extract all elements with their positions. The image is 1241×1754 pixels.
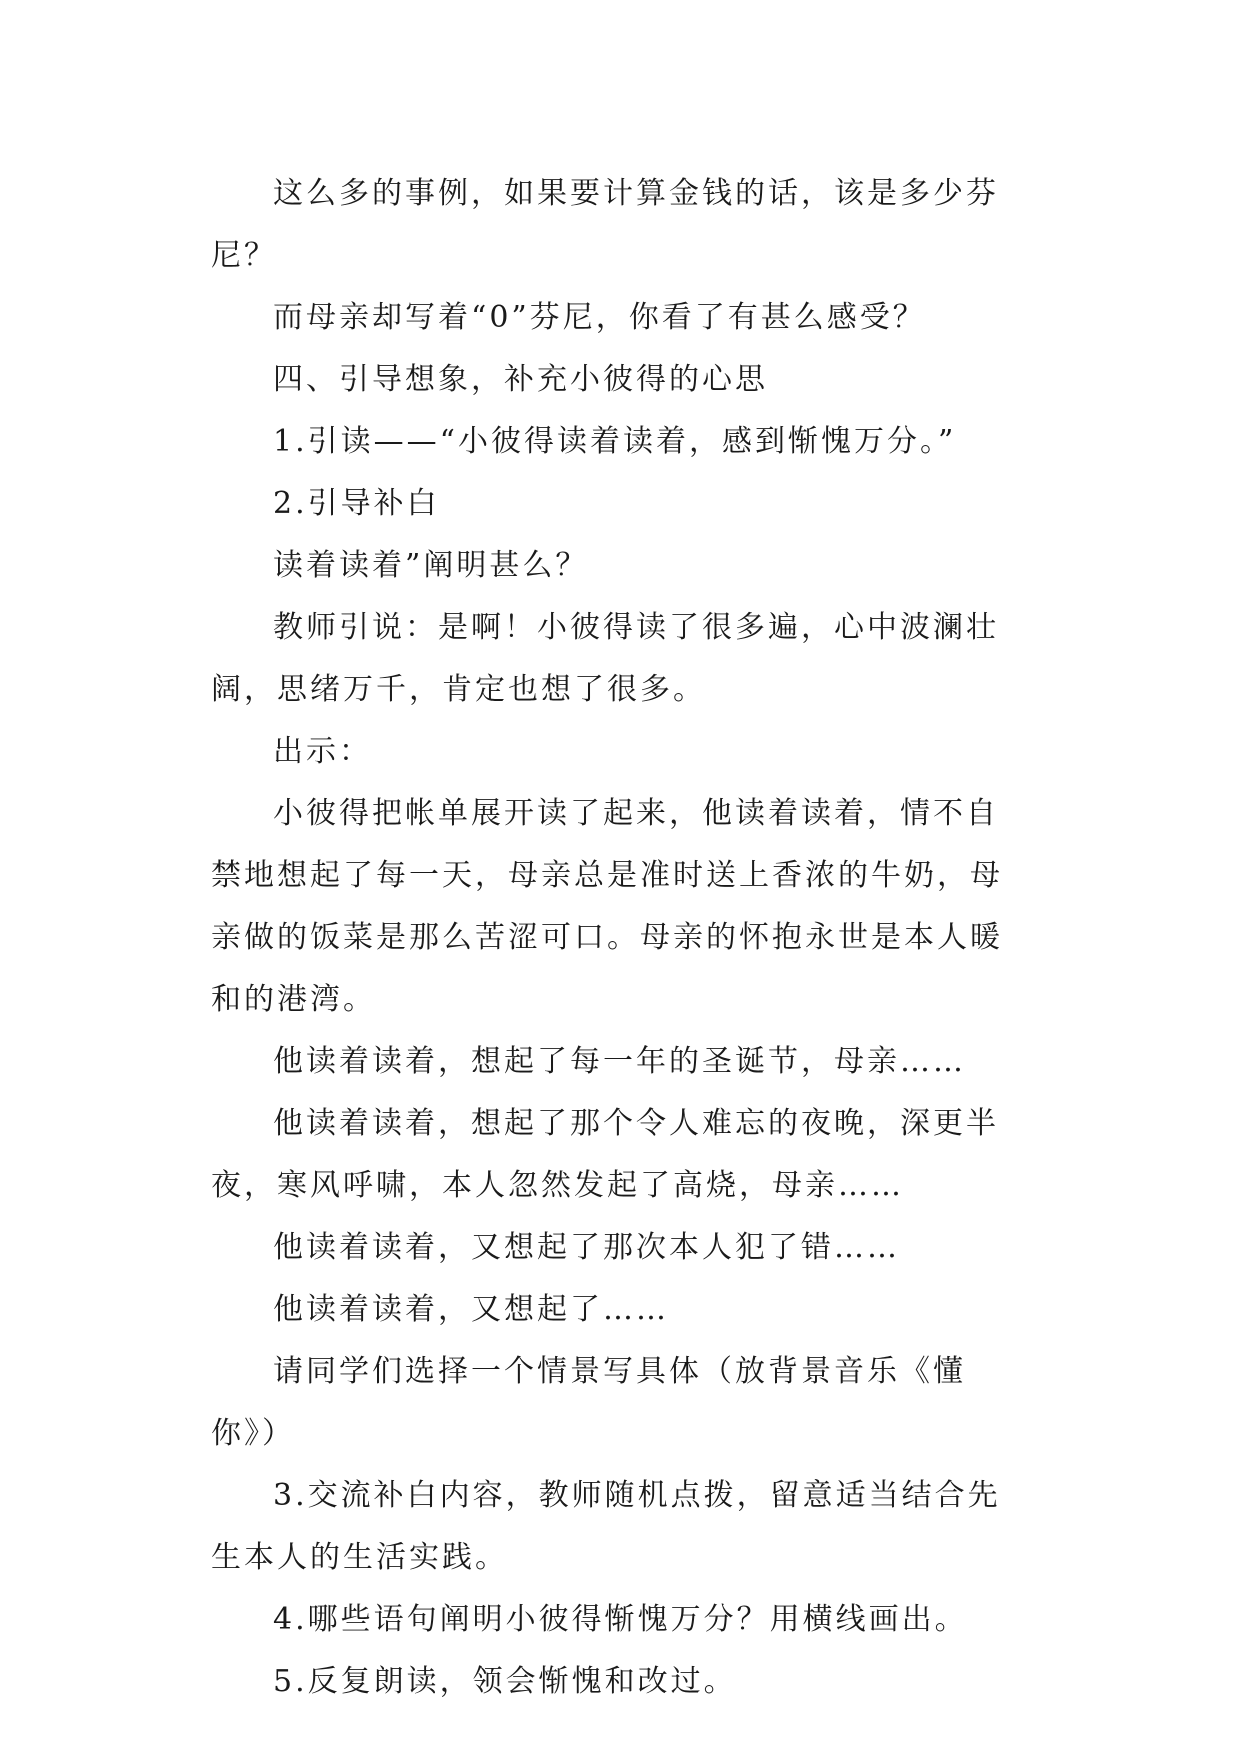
paragraph: 他读着读着，想起了那个令人难忘的夜晚，深更半夜，寒风呼啸，本人忽然发起了高烧，母亲…… [211,1106,999,1203]
paragraph: 出示： [273,734,372,769]
paragraph: 他读着读着，又想起了…… [273,1292,669,1327]
document-body [211,163,1031,1713]
paragraph: 教师引说：是啊！小彼得读了很多遍，心中波澜壮阔，思绪万千，肯定也想了很多。 [211,610,999,707]
paragraph: 读着读着”阐明甚么？ [273,548,589,583]
paragraph: 而母亲却写着“0”芬尼，你看了有甚么感受？ [273,300,926,335]
paragraph: 他读着读着，又想起了那次本人犯了错…… [273,1230,900,1265]
list-item: 3.交流补白内容，教师随机点拨，留意适当结合先生本人的生活实践。 [211,1478,1001,1575]
paragraph: 小彼得把帐单展开读了起来，他读着读着，情不自禁地想起了每一天，母亲总是准时送上香浓的牛奶，母亲做的饭菜是那么苦涩可口。母亲的怀抱永世是本人暖和的港湾。 [211,796,1003,1017]
paragraph: 他读着读着，想起了每一年的圣诞节，母亲…… [273,1044,966,1079]
paragraph: 这么多的事例，如果要计算金钱的话，该是多少芬尼？ [211,176,999,273]
list-item: 2.引导补白 [273,486,440,521]
list-item: 1.引读——“小彼得读着读着，感到惭愧万分。” [273,424,957,459]
list-item: 5.反复朗读，领会惭愧和改过。 [273,1664,737,1699]
section-heading: 四、引导想象，补充小彼得的心思 [273,362,768,397]
paragraph: 请同学们选择一个情景写具体（放背景音乐《懂你》） [211,1354,966,1451]
list-item: 4.哪些语句阐明小彼得惭愧万分？用横线画出。 [273,1602,968,1637]
